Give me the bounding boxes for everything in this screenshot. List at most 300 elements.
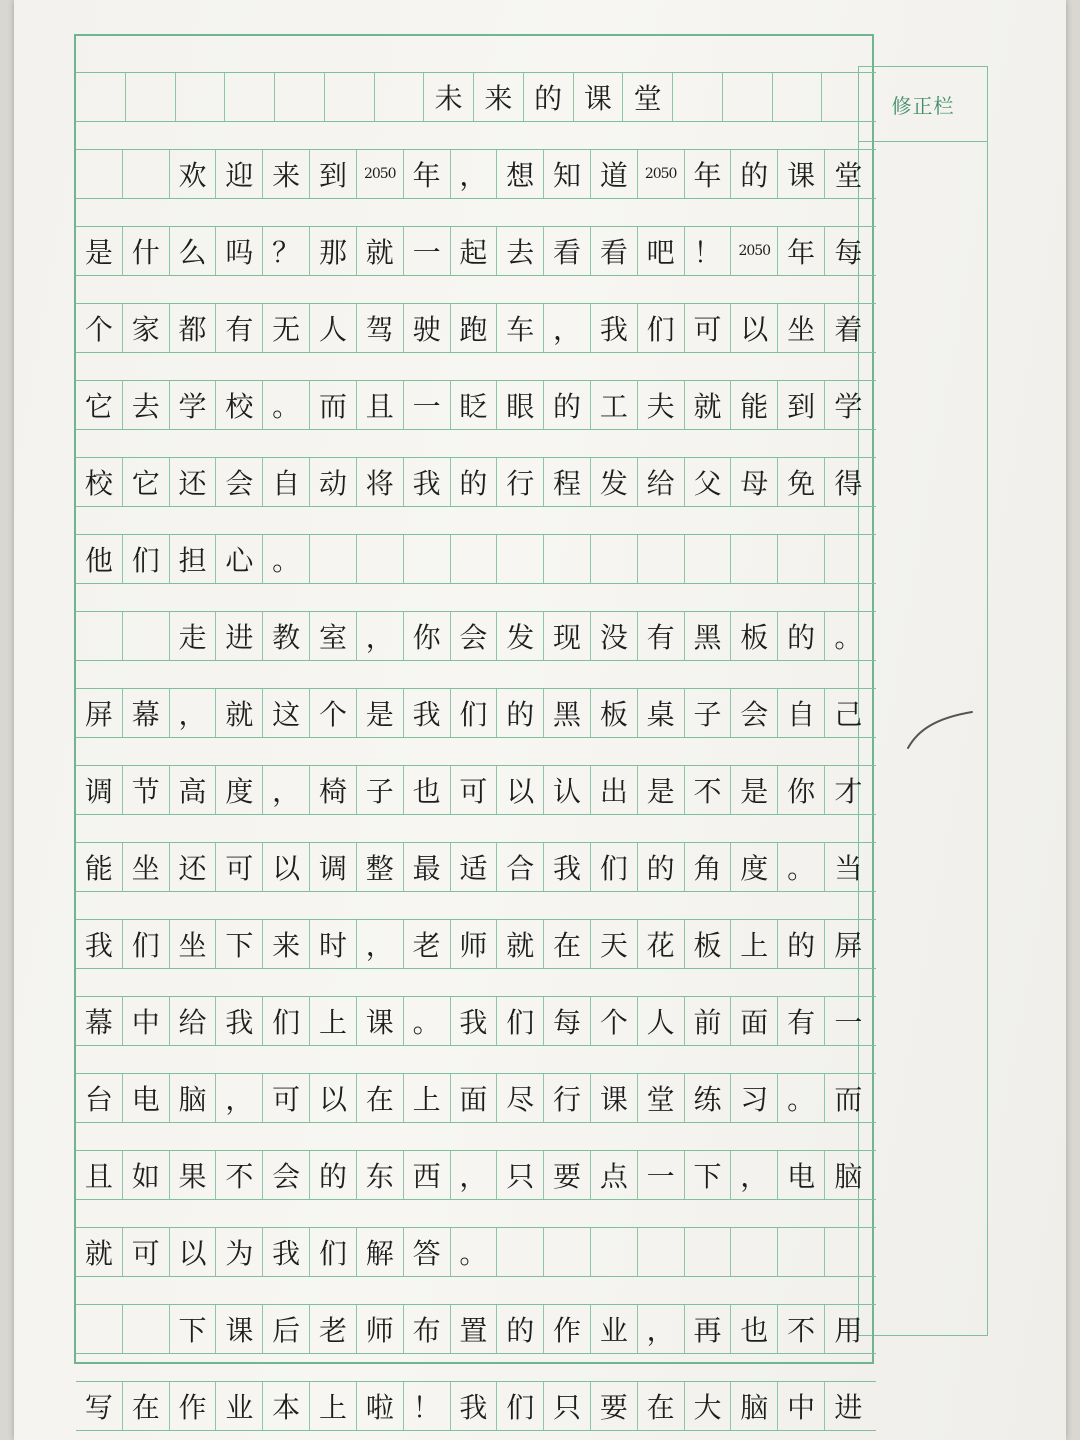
grid-cell: 中 — [778, 1382, 825, 1430]
grid-cell: 才 — [834, 775, 863, 808]
grid-cell: 想 — [497, 150, 544, 198]
grid-cell: 个 — [310, 689, 357, 737]
grid-cell: 母 — [731, 458, 778, 506]
grid-cell: 可 — [216, 843, 263, 891]
pencil-scribble — [906, 700, 976, 760]
grid-cell: 室 — [310, 612, 357, 660]
grid-cell: 我 — [404, 458, 451, 506]
grid-cell: 去 — [497, 227, 544, 275]
grid-cell: 的 — [778, 920, 825, 968]
grid-cell: 校 — [76, 458, 123, 506]
grid-cell: 们 — [310, 1228, 357, 1276]
grid-cell: 们 — [263, 997, 310, 1045]
grid-cell: 。 — [451, 1228, 498, 1276]
text-row — [76, 996, 876, 1046]
grid-cell: 。 — [778, 843, 825, 891]
grid-cell: 当 — [834, 852, 863, 885]
grid-cell: 父 — [685, 458, 732, 506]
grid-cell: 以 — [263, 843, 310, 891]
grid-cell: 老 — [404, 920, 451, 968]
grid-cell — [357, 535, 404, 583]
grid-cell: 作 — [544, 1305, 591, 1353]
grid-cell: 发 — [497, 612, 544, 660]
grid-cell: 。 — [834, 621, 863, 654]
grid-cell: 这 — [263, 689, 310, 737]
grid-cell: 什 — [123, 227, 170, 275]
grid-cell: 本 — [263, 1382, 310, 1430]
grid-cell: 个 — [76, 304, 123, 352]
grid-cell: ， — [731, 1151, 778, 1199]
grid-cell: 它 — [76, 381, 123, 429]
grid-cell: 前 — [685, 997, 732, 1045]
grid-cell: 上 — [310, 1382, 357, 1430]
grid-cell: 黑 — [544, 689, 591, 737]
title-row — [76, 72, 876, 122]
grid-cell: ！ — [685, 227, 732, 275]
grid-cell: 可 — [685, 304, 732, 352]
grid-cell: 们 — [451, 689, 498, 737]
grid-cell — [497, 1228, 544, 1276]
grid-cell: 你 — [778, 766, 825, 814]
grid-cell: 人 — [310, 304, 357, 352]
grid-cell — [123, 612, 170, 660]
grid-cell: ， — [357, 612, 404, 660]
grid-cell: 你 — [404, 612, 451, 660]
grid-cell: 脑 — [731, 1382, 778, 1430]
grid-cell: 一 — [638, 1151, 685, 1199]
grid-cell: 自 — [778, 689, 825, 737]
grid-cell: 面 — [731, 997, 778, 1045]
grid-cell: 就 — [76, 1228, 123, 1276]
grid-cell: 发 — [591, 458, 638, 506]
grid-cell: 面 — [451, 1074, 498, 1122]
grid-cell: 车 — [497, 304, 544, 352]
grid-cell: 现 — [544, 612, 591, 660]
grid-cell: 下 — [685, 1151, 732, 1199]
grid-cell: 他 — [76, 535, 123, 583]
grid-cell — [591, 535, 638, 583]
grid-cell: 眨 — [451, 381, 498, 429]
grid-cell: 学 — [834, 390, 863, 423]
grid-cell: 只 — [497, 1151, 544, 1199]
grid-cell: 就 — [685, 381, 732, 429]
grid-cell: 课 — [216, 1305, 263, 1353]
grid-cell: 程 — [544, 458, 591, 506]
grid-cell: 课 — [357, 997, 404, 1045]
grid-cell: 学 — [170, 381, 217, 429]
grid-cell: 在 — [544, 920, 591, 968]
grid-cell: 大 — [685, 1382, 732, 1430]
grid-cell: 我 — [451, 1382, 498, 1430]
grid-cell — [275, 73, 325, 121]
grid-cell: 不 — [216, 1151, 263, 1199]
grid-cell: 一 — [834, 1006, 863, 1039]
grid-cell — [76, 150, 123, 198]
grid-cell: 屏 — [76, 689, 123, 737]
grid-cell: 电 — [778, 1151, 825, 1199]
grid-cell: 人 — [638, 997, 685, 1045]
grid-cell: 椅 — [310, 766, 357, 814]
text-row — [76, 149, 876, 199]
grid-cell: 黑 — [685, 612, 732, 660]
grid-cell: 能 — [76, 843, 123, 891]
grid-cell: 未 — [424, 73, 474, 121]
grid-cell: 上 — [404, 1074, 451, 1122]
grid-cell: 出 — [591, 766, 638, 814]
grid-cell: 工 — [591, 381, 638, 429]
grid-cell: 们 — [638, 304, 685, 352]
grid-cell: 我 — [451, 997, 498, 1045]
writing-grid — [74, 34, 874, 1424]
grid-cell: 也 — [731, 1305, 778, 1353]
grid-cell — [825, 1228, 872, 1276]
grid-cell: 以 — [497, 766, 544, 814]
grid-cell: 再 — [685, 1305, 732, 1353]
grid-cell: 道 — [591, 150, 638, 198]
grid-cell: 一 — [404, 227, 451, 275]
grid-cell: 也 — [404, 766, 451, 814]
text-row — [76, 919, 876, 969]
grid-cell: 己 — [834, 698, 863, 731]
grid-cell: 台 — [76, 1074, 123, 1122]
grid-cell: 下 — [216, 920, 263, 968]
grid-cell: 只 — [544, 1382, 591, 1430]
grid-cell: 么 — [170, 227, 217, 275]
grid-cell: 在 — [123, 1382, 170, 1430]
grid-cell: 有 — [778, 997, 825, 1045]
grid-cell: 眼 — [497, 381, 544, 429]
grid-cell: 就 — [497, 920, 544, 968]
grid-cell: 西 — [404, 1151, 451, 1199]
grid-cell: 有 — [216, 304, 263, 352]
grid-cell: 是 — [357, 689, 404, 737]
grid-cell: 的 — [451, 458, 498, 506]
grid-cell: ， — [357, 920, 404, 968]
grid-cell: 的 — [778, 612, 825, 660]
grid-cell: 置 — [451, 1305, 498, 1353]
grid-cell: 来 — [263, 920, 310, 968]
grid-cell — [404, 535, 451, 583]
grid-cell: 行 — [497, 458, 544, 506]
grid-cell: 吧 — [638, 227, 685, 275]
grid-cell — [778, 535, 825, 583]
grid-cell: 子 — [357, 766, 404, 814]
grid-cell: 度 — [216, 766, 263, 814]
grid-cell: 迎 — [216, 150, 263, 198]
grid-cell: 着 — [834, 313, 863, 346]
grid-cell: 一 — [404, 381, 451, 429]
grid-cell: 上 — [310, 997, 357, 1045]
grid-cell: 整 — [357, 843, 404, 891]
grid-cell — [126, 73, 176, 121]
grid-cell: 坐 — [170, 920, 217, 968]
text-row — [76, 765, 876, 815]
grid-cell: 如 — [123, 1151, 170, 1199]
grid-cell: 幕 — [76, 997, 123, 1045]
grid-cell: 可 — [263, 1074, 310, 1122]
grid-cell: 每 — [544, 997, 591, 1045]
grid-cell: 脑 — [834, 1160, 863, 1193]
grid-cell: 课 — [778, 150, 825, 198]
grid-cell — [176, 73, 226, 121]
grid-cell — [451, 535, 498, 583]
grid-cell: 业 — [216, 1382, 263, 1430]
grid-cell: 电 — [123, 1074, 170, 1122]
text-row — [76, 534, 876, 584]
grid-cell: 吗 — [216, 227, 263, 275]
grid-cell: 老 — [310, 1305, 357, 1353]
grid-cell: 的 — [638, 843, 685, 891]
grid-cell: 要 — [591, 1382, 638, 1430]
grid-cell: 可 — [451, 766, 498, 814]
grid-cell: 年 — [778, 227, 825, 275]
grid-cell: 天 — [591, 920, 638, 968]
grid-cell: 节 — [123, 766, 170, 814]
grid-cell: 教 — [263, 612, 310, 660]
grid-cell: 2050 — [357, 150, 404, 198]
grid-cell: 作 — [170, 1382, 217, 1430]
grid-cell: 堂 — [638, 1074, 685, 1122]
grid-cell — [76, 1305, 123, 1353]
grid-cell: 它 — [123, 458, 170, 506]
grid-cell: 可 — [123, 1228, 170, 1276]
grid-cell: 欢 — [170, 150, 217, 198]
grid-cell: 还 — [170, 458, 217, 506]
grid-cell: 。 — [263, 535, 310, 583]
grid-cell: 解 — [357, 1228, 404, 1276]
grid-cell: 们 — [123, 535, 170, 583]
grid-cell: 我 — [591, 304, 638, 352]
grid-cell: 到 — [310, 150, 357, 198]
grid-cell: 的 — [731, 150, 778, 198]
grid-cell: 师 — [451, 920, 498, 968]
grid-cell: 就 — [357, 227, 404, 275]
grid-cell — [497, 535, 544, 583]
text-row — [76, 380, 876, 430]
grid-cell: 东 — [357, 1151, 404, 1199]
grid-cell: 的 — [497, 689, 544, 737]
grid-cell: 且 — [357, 381, 404, 429]
text-row — [76, 1073, 876, 1123]
grid-cell: 。 — [404, 997, 451, 1045]
grid-cell: 行 — [544, 1074, 591, 1122]
grid-cell: 用 — [834, 1314, 863, 1347]
grid-cell: 家 — [123, 304, 170, 352]
grid-cell: 们 — [591, 843, 638, 891]
grid-cell — [638, 535, 685, 583]
grid-cell: 课 — [591, 1074, 638, 1122]
text-row — [76, 611, 876, 661]
grid-cell: 我 — [216, 997, 263, 1045]
grid-cell — [685, 1228, 732, 1276]
grid-cell: 的 — [544, 381, 591, 429]
grid-cell: 的 — [524, 73, 574, 121]
grid-cell: 还 — [170, 843, 217, 891]
grid-cell: 而 — [834, 1083, 863, 1116]
grid-cell: 担 — [170, 535, 217, 583]
grid-cell: 屏 — [834, 929, 863, 962]
text-row — [76, 457, 876, 507]
grid-cell: 年 — [685, 150, 732, 198]
grid-cell: 是 — [76, 227, 123, 275]
grid-cell: 会 — [451, 612, 498, 660]
grid-cell: 坐 — [778, 304, 825, 352]
grid-cell: 会 — [263, 1151, 310, 1199]
grid-cell — [673, 73, 723, 121]
grid-cell: 驾 — [357, 304, 404, 352]
grid-cell: 起 — [451, 227, 498, 275]
grid-cell: 动 — [310, 458, 357, 506]
grid-cell: 练 — [685, 1074, 732, 1122]
grid-cell: 的 — [497, 1305, 544, 1353]
grid-cell: 坐 — [123, 843, 170, 891]
grid-cell: 师 — [357, 1305, 404, 1353]
grid-cell: 脑 — [170, 1074, 217, 1122]
grid-cell: 看 — [591, 227, 638, 275]
grid-cell — [123, 1305, 170, 1353]
grid-cell: 业 — [591, 1305, 638, 1353]
grid-cell — [76, 73, 126, 121]
grid-cell: 要 — [544, 1151, 591, 1199]
grid-cell: 尽 — [497, 1074, 544, 1122]
grid-cell: 会 — [731, 689, 778, 737]
grid-cell: 在 — [357, 1074, 404, 1122]
grid-cell — [544, 1228, 591, 1276]
grid-cell: 进 — [216, 612, 263, 660]
grid-cell: 们 — [497, 1382, 544, 1430]
grid-cell: 校 — [216, 381, 263, 429]
grid-cell: 夫 — [638, 381, 685, 429]
grid-cell: 堂 — [623, 73, 673, 121]
grid-cell: 来 — [263, 150, 310, 198]
grid-cell: 啦 — [357, 1382, 404, 1430]
grid-cell: 以 — [731, 304, 778, 352]
grid-cell: 下 — [170, 1305, 217, 1353]
grid-cell: 合 — [497, 843, 544, 891]
grid-cell — [591, 1228, 638, 1276]
grid-cell: 板 — [591, 689, 638, 737]
grid-cell: 上 — [731, 920, 778, 968]
text-row — [76, 303, 876, 353]
grid-cell: 中 — [123, 997, 170, 1045]
grid-cell: 堂 — [834, 159, 863, 192]
grid-cell: 。 — [263, 381, 310, 429]
grid-cell: 以 — [310, 1074, 357, 1122]
grid-cell: 进 — [834, 1391, 863, 1424]
grid-cell: 给 — [638, 458, 685, 506]
grid-cell: 花 — [638, 920, 685, 968]
grid-cell: 我 — [404, 689, 451, 737]
grid-cell: 年 — [404, 150, 451, 198]
grid-cell: 没 — [591, 612, 638, 660]
grid-cell: 布 — [404, 1305, 451, 1353]
text-row — [76, 842, 876, 892]
grid-cell: 能 — [731, 381, 778, 429]
grid-cell: 答 — [404, 1228, 451, 1276]
grid-cell: 为 — [216, 1228, 263, 1276]
grid-cell: 板 — [731, 612, 778, 660]
text-row — [76, 1304, 876, 1354]
grid-cell: 我 — [544, 843, 591, 891]
grid-cell: 们 — [123, 920, 170, 968]
grid-cell: 驶 — [404, 304, 451, 352]
grid-cell: 2050 — [638, 150, 685, 198]
grid-cell — [731, 1228, 778, 1276]
grid-cell: 不 — [778, 1305, 825, 1353]
grid-cell: 最 — [404, 843, 451, 891]
grid-cell: 认 — [544, 766, 591, 814]
grid-cell: 角 — [685, 843, 732, 891]
grid-cell — [225, 73, 275, 121]
grid-cell: 心 — [216, 535, 263, 583]
grid-cell: ， — [451, 150, 498, 198]
grid-cell: 子 — [685, 689, 732, 737]
grid-cell: 跑 — [451, 304, 498, 352]
grid-cell: 板 — [685, 920, 732, 968]
grid-cell: 2050 — [731, 227, 778, 275]
grid-cell: 看 — [544, 227, 591, 275]
grid-cell: ， — [638, 1305, 685, 1353]
grid-cell: 有 — [638, 612, 685, 660]
grid-cell: 点 — [591, 1151, 638, 1199]
grid-cell: 自 — [263, 458, 310, 506]
text-row — [76, 1227, 876, 1277]
grid-cell: 是 — [731, 766, 778, 814]
grid-cell: 到 — [778, 381, 825, 429]
grid-cell: ， — [451, 1151, 498, 1199]
grid-cell — [325, 73, 375, 121]
grid-cell: 度 — [731, 843, 778, 891]
text-row — [76, 226, 876, 276]
grid-cell — [76, 612, 123, 660]
grid-cell — [778, 1228, 825, 1276]
grid-cell: 我 — [76, 920, 123, 968]
grid-cell: ？ — [263, 227, 310, 275]
grid-cell: ， — [216, 1074, 263, 1122]
grid-cell: ， — [544, 304, 591, 352]
grid-cell: 。 — [778, 1074, 825, 1122]
grid-cell — [731, 535, 778, 583]
grid-cell: 每 — [834, 236, 863, 269]
grid-cell: 无 — [263, 304, 310, 352]
grid-cell — [310, 535, 357, 583]
grid-cell: 给 — [170, 997, 217, 1045]
grid-cell: 得 — [834, 467, 863, 500]
grid-cell: ！ — [404, 1382, 451, 1430]
grid-cell: 习 — [731, 1074, 778, 1122]
grid-cell — [685, 535, 732, 583]
grid-cell: 去 — [123, 381, 170, 429]
grid-cell — [123, 150, 170, 198]
grid-cell: 且 — [76, 1151, 123, 1199]
grid-cell: 将 — [357, 458, 404, 506]
grid-cell — [638, 1228, 685, 1276]
grid-cell: 时 — [310, 920, 357, 968]
grid-cell: 来 — [474, 73, 524, 121]
grid-cell: ， — [170, 689, 217, 737]
grid-cell: 那 — [310, 227, 357, 275]
grid-cell: 而 — [310, 381, 357, 429]
grid-cell: 个 — [591, 997, 638, 1045]
grid-cell — [375, 73, 425, 121]
grid-cell: 都 — [170, 304, 217, 352]
grid-cell: 免 — [778, 458, 825, 506]
grid-cell — [825, 535, 872, 583]
grid-cell: 写 — [76, 1382, 123, 1430]
grid-cell: 高 — [170, 766, 217, 814]
grid-cell: 知 — [544, 150, 591, 198]
grid-cell: 会 — [216, 458, 263, 506]
